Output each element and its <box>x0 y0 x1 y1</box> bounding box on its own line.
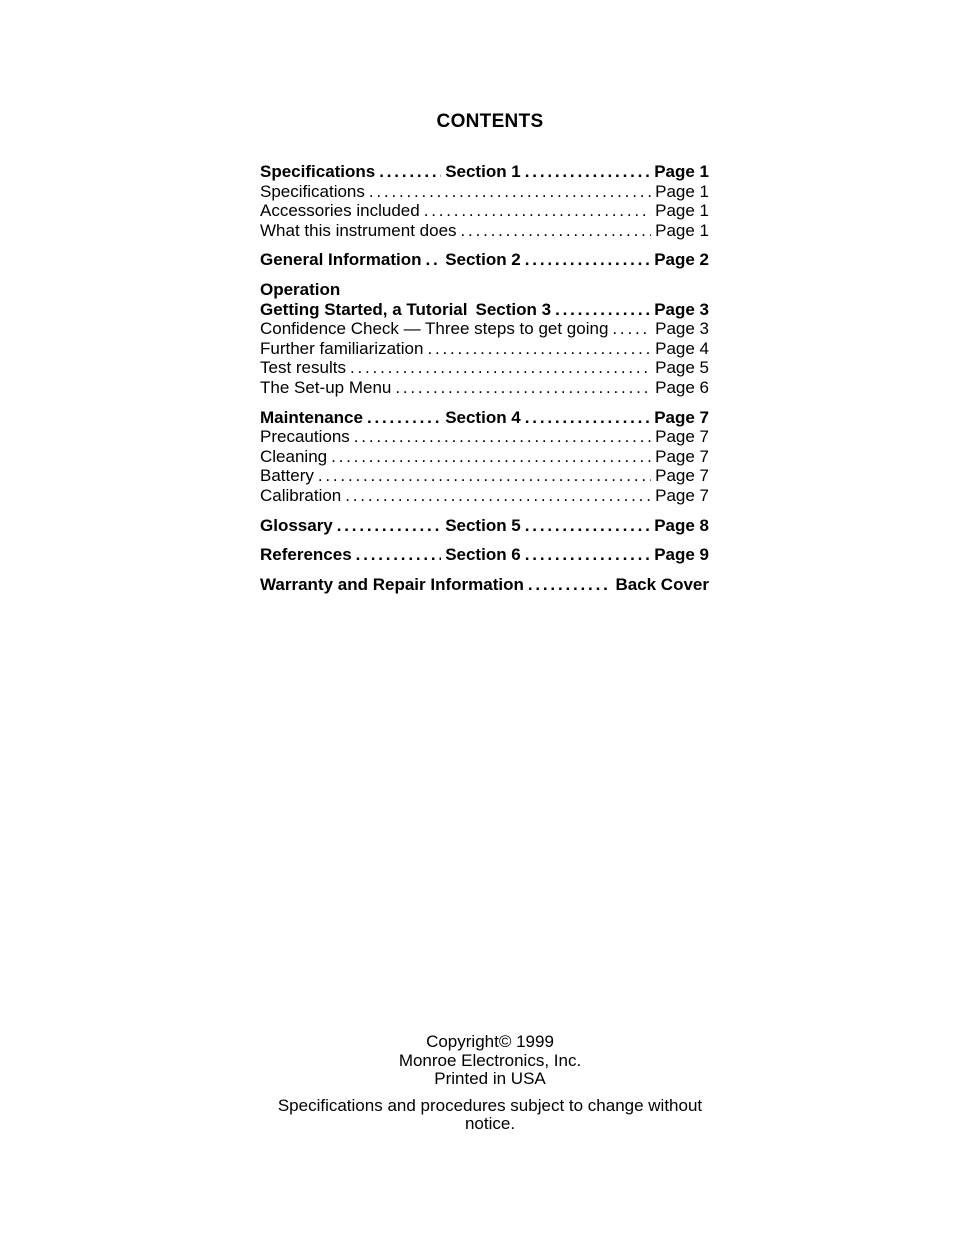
toc-section-column <box>445 516 654 536</box>
dot-leader <box>612 319 651 339</box>
dot-leader <box>555 300 650 320</box>
toc-entry-label: General Information <box>260 250 422 270</box>
toc-section-label: Section 4 <box>445 407 521 427</box>
toc-page-label: Page 1 <box>654 162 709 181</box>
toc-entry-label: Warranty and Repair Information <box>260 574 524 594</box>
toc-entry-label: Specifications <box>260 181 365 201</box>
toc-group <box>260 575 709 595</box>
toc-row <box>260 280 709 300</box>
toc-entry-label: Accessories included <box>260 201 420 221</box>
dot-leader <box>525 545 650 565</box>
toc-page-label: Page 7 <box>655 446 709 466</box>
dot-leader <box>427 339 651 359</box>
toc-row <box>260 300 709 320</box>
dot-leader <box>356 545 442 565</box>
toc-page-label: Page 4 <box>655 338 709 358</box>
toc-row <box>260 250 709 270</box>
dot-leader <box>379 162 441 182</box>
dot-leader <box>369 182 651 202</box>
toc-row <box>260 182 709 202</box>
toc-entry-label: Confidence Check — Three steps to get going <box>260 319 609 339</box>
toc-entry-label: References <box>260 545 352 565</box>
toc-row <box>260 486 709 506</box>
dot-leader <box>525 162 650 182</box>
dot-leader <box>354 427 651 447</box>
toc-row <box>260 162 709 182</box>
toc-page-label: Page 8 <box>654 515 709 535</box>
toc-row <box>260 575 709 595</box>
footer <box>255 1033 725 1134</box>
copyright-line: Copyright© 1999 <box>426 1032 554 1051</box>
table-of-contents <box>260 162 709 594</box>
toc-page-label: Page 7 <box>654 407 709 427</box>
toc-section-label: Section 6 <box>445 545 521 565</box>
toc-entry-label: Cleaning <box>260 446 328 466</box>
toc-row <box>260 201 709 221</box>
toc-row <box>260 466 709 486</box>
dot-leader <box>528 575 612 595</box>
toc-row <box>260 545 709 565</box>
toc-section-column <box>445 162 654 182</box>
dot-leader <box>424 201 651 221</box>
toc-row <box>260 408 709 428</box>
dot-leader <box>367 408 441 428</box>
dot-leader <box>337 516 441 536</box>
toc-entry-label: Maintenance <box>260 407 363 427</box>
toc-row <box>260 447 709 467</box>
toc-page-label: Page 2 <box>654 250 709 270</box>
toc-row <box>260 516 709 536</box>
toc-page-label: Page 1 <box>655 181 709 201</box>
toc-page-label: Page 1 <box>655 220 709 240</box>
toc-row <box>260 427 709 447</box>
dot-leader <box>525 516 650 536</box>
toc-section-column <box>445 250 654 270</box>
dot-leader <box>525 408 650 428</box>
toc-entry-label: Further familiarization <box>260 338 424 358</box>
toc-page-label: Page 3 <box>655 319 709 339</box>
dot-leader <box>350 358 651 378</box>
company-line: Monroe Electronics, Inc. <box>398 1050 582 1070</box>
toc-entry-label: Getting Started, a Tutorial <box>260 299 468 319</box>
toc-entry-label: The Set-up Menu <box>260 377 392 397</box>
toc-page-label: Page 7 <box>655 485 709 505</box>
toc-section-column <box>445 545 654 565</box>
toc-entry-label: Glossary <box>260 515 333 535</box>
page-title: CONTENTS <box>436 111 544 132</box>
toc-row <box>260 378 709 398</box>
toc-row <box>260 319 709 339</box>
toc-section-column <box>445 408 654 428</box>
toc-row <box>260 358 709 378</box>
toc-section-label: Section 3 <box>475 299 552 319</box>
toc-entry-label: Battery <box>260 466 314 486</box>
toc-entry-label: Test results <box>260 358 346 378</box>
toc-entry-label: Precautions <box>260 427 350 447</box>
dot-leader <box>318 466 651 486</box>
dot-leader <box>426 250 442 270</box>
toc-page-label: Page 7 <box>655 466 709 486</box>
dot-leader <box>395 378 651 398</box>
toc-row <box>260 339 709 359</box>
toc-page-label: Page 7 <box>655 427 709 447</box>
dot-leader <box>331 447 651 467</box>
toc-section-column <box>475 300 654 320</box>
toc-group <box>260 280 709 398</box>
toc-page-label: Page 3 <box>654 299 709 319</box>
toc-group <box>260 162 709 240</box>
toc-group <box>260 408 709 506</box>
dot-leader <box>525 250 650 270</box>
toc-entry-label: What this instrument does <box>260 220 457 240</box>
toc-group <box>260 545 709 565</box>
toc-entry-label: Operation <box>260 279 341 299</box>
toc-section-label: Section 5 <box>445 515 521 535</box>
toc-group <box>260 250 709 270</box>
toc-page-label: Back Cover <box>615 574 709 594</box>
toc-section-label: Section 1 <box>445 162 521 181</box>
notice-line: Specifications and procedures subject to change without notice. <box>277 1095 703 1134</box>
toc-page-label: Page 1 <box>655 201 709 221</box>
toc-row <box>260 221 709 241</box>
dot-leader <box>345 486 651 506</box>
dot-leader <box>461 221 652 241</box>
printed-line: Printed in USA <box>434 1069 546 1089</box>
toc-group <box>260 516 709 536</box>
toc-page-label: Page 5 <box>655 358 709 378</box>
toc-page-label: Page 9 <box>654 545 709 565</box>
toc-section-label: Section 2 <box>445 250 521 270</box>
toc-entry-label: Calibration <box>260 485 342 505</box>
toc-entry-label: Specifications <box>260 162 376 181</box>
toc-page-label: Page 6 <box>655 377 709 397</box>
